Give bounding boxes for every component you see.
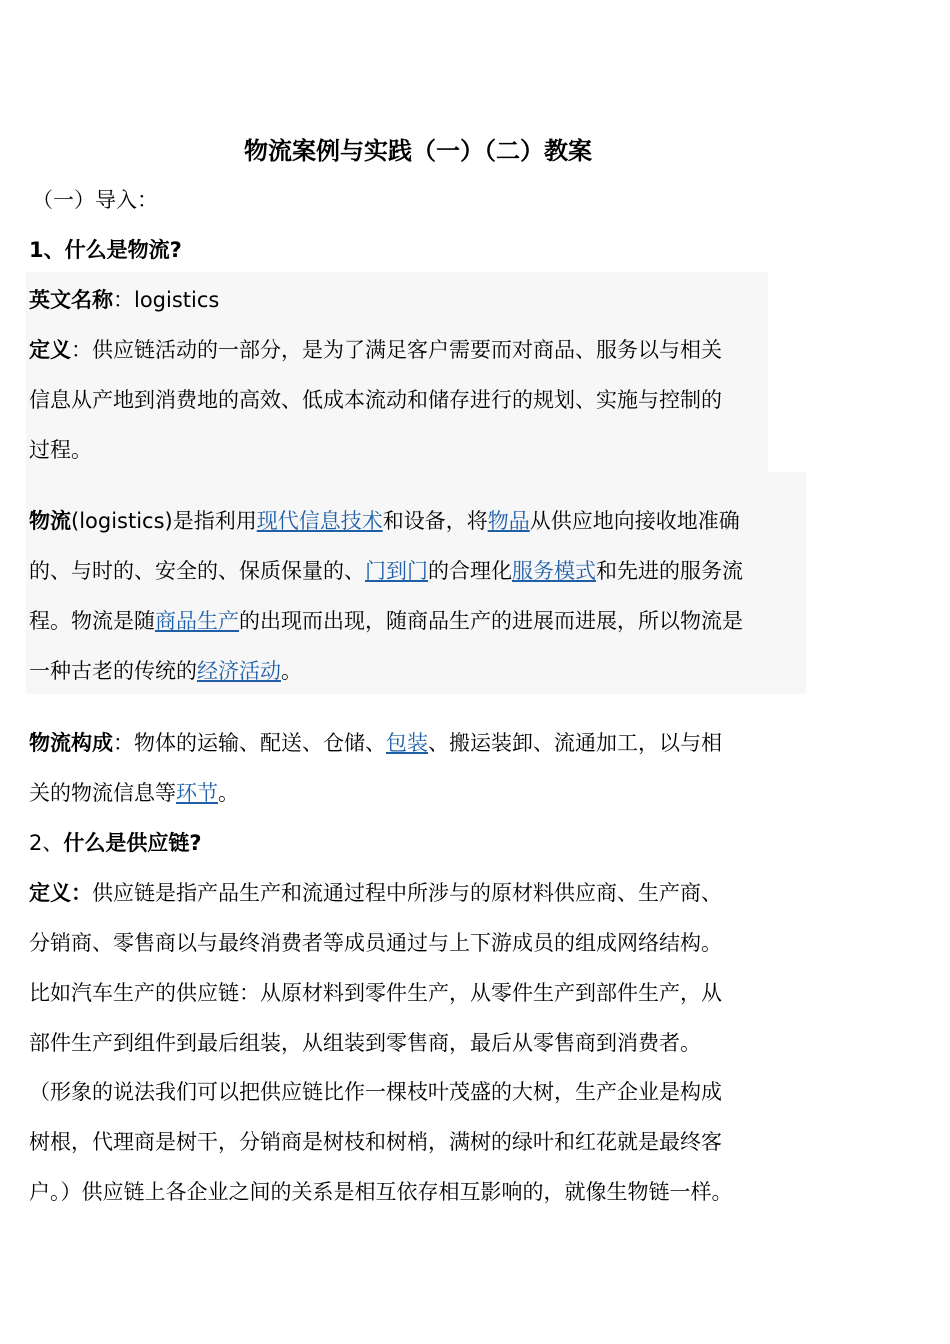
logistics-text: 的出现而出现，随商品生产的进展而进展，所以物流是 [239,609,743,633]
composition-text: ：物体的运输、配送、仓储、 [113,731,386,755]
definition1-text: ：供应链活动的一部分，是为了满足客户需要而对商品、服务以与相关 [71,338,722,362]
logistics-text: (logistics)是指利用 [71,509,257,533]
logistics-text: 一种古老的传统的 [29,659,197,683]
question-2-text: 什么是供应链? [63,831,202,855]
supply-chain-text: 供应链是指产品生产和流通过程中所涉与的原材料供应商、生产商、 [92,881,722,905]
supply-chain-line4: 部件生产到组件到最后组装，从组装到零售商，最后从零售商到消费者。 [29,1031,701,1055]
supply-chain-line7: 户。）供应链上各企业之间的关系是相互依存相互影响的，就像生物链一样。 [29,1180,733,1204]
definition1-label: 定义 [29,338,71,362]
composition-text: 、搬运装卸、流通加工，以与相 [428,731,722,755]
logistics-text: 和设备，将 [382,509,488,533]
supply-chain-line5: （形象的说法我们可以把供应链比作一棵枝叶茂盛的大树，生产企业是构成 [29,1080,722,1104]
logistics-para-line4 [29,656,302,686]
page-title: 物流案例与实践（一）（二）教案 [244,137,592,165]
link-door-to-door[interactable]: 门到门 [365,559,428,583]
logistics-para-line1 [29,506,740,536]
question-2 [29,828,202,858]
composition-label: 物流构成 [29,731,113,755]
link-economic-activity[interactable]: 经济活动 [197,659,281,683]
logistics-term: 物流 [29,509,71,533]
english-name-label: 英文名称 [29,288,113,312]
question-2-number: 2、 [29,831,64,855]
english-name-value: logistics [134,288,220,312]
logistics-text: 。 [281,659,302,683]
logistics-text: 和先进的服务流 [596,559,743,583]
link-modern-it[interactable]: 现代信息技术 [256,509,383,533]
logistics-text: 的、与时的、安全的、保质保量的、 [29,559,365,583]
definition1-line1 [29,335,722,365]
composition-text: 关的物流信息等 [29,781,176,805]
definition1-line3: 过程。 [29,438,92,462]
logistics-text: 程。物流是随 [29,609,155,633]
link-commodity-production[interactable]: 商品生产 [155,609,239,633]
logistics-para-line3 [29,606,743,636]
supply-chain-line6: 树根，代理商是树干，分销商是树枝和树梢，满树的绿叶和红花就是最终客 [29,1130,722,1154]
link-link-section[interactable]: 环节 [176,781,218,805]
composition-line1 [29,728,722,758]
link-packaging[interactable]: 包装 [386,731,428,755]
definition1-line2: 信息从产地到消费地的高效、低成本流动和储存进行的规划、实施与控制的 [29,388,722,412]
composition-text: 。 [218,781,239,805]
link-service-mode[interactable]: 服务模式 [512,559,596,583]
supply-chain-line3: 比如汽车生产的供应链：从原材料到零件生产，从零件生产到部件生产，从 [29,981,722,1005]
supply-chain-line1 [29,878,722,908]
question-1: 1、什么是物流? [29,238,182,262]
logistics-text: 的合理化 [428,559,512,583]
supply-chain-line2: 分销商、零售商以与最终消费者等成员通过与上下游成员的组成网络结构。 [29,931,722,955]
logistics-para-line2 [29,556,743,586]
supply-chain-label: 定义： [29,881,92,905]
english-name-line [29,285,219,315]
composition-line2 [29,778,239,808]
english-name-sep: ： [113,288,134,312]
link-goods[interactable]: 物品 [487,509,530,533]
logistics-text: 从供应地向接收地准确 [529,509,740,533]
section-intro: （一）导入： [32,188,158,212]
